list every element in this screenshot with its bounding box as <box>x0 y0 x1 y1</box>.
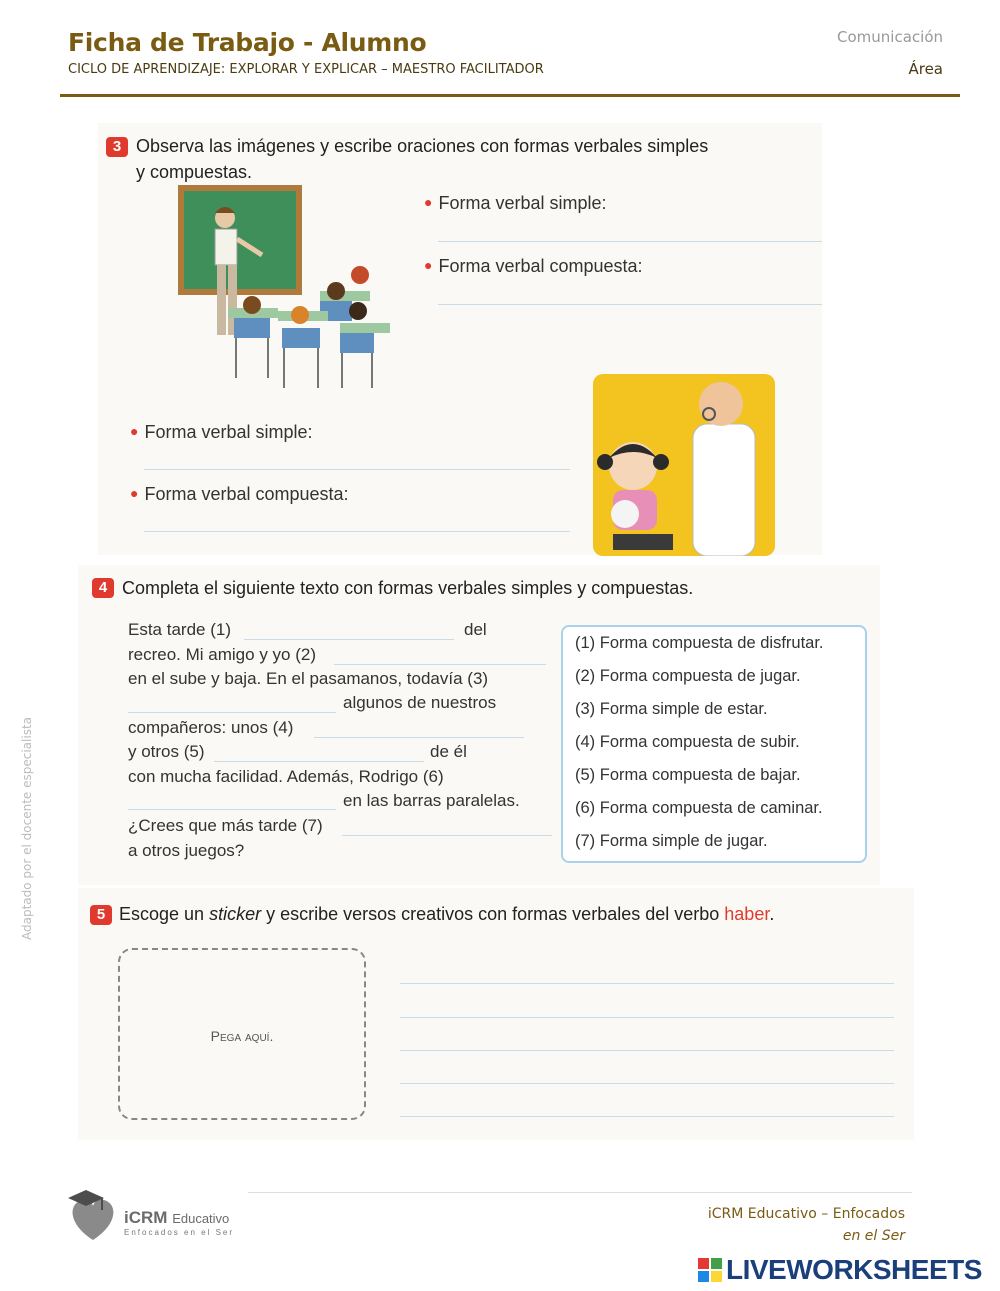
footer-text-2: en el Ser <box>842 1228 905 1244</box>
sticker-label: Pega aquí. <box>210 1028 274 1044</box>
footer-text-1: iCRM Educativo – Enfocados <box>707 1206 905 1222</box>
clue-item: (1) Forma compuesta de disfrutar. <box>575 634 824 652</box>
side-note: Adaptado por el docente especialista <box>20 716 34 940</box>
answer-line-2b[interactable] <box>144 531 570 532</box>
text-line: ¿Crees que más tarde (7) <box>128 816 323 835</box>
subject-label: Comunicación <box>837 28 943 46</box>
text-line: recreo. Mi amigo y yo (2) <box>128 645 316 664</box>
answer-line-2a[interactable] <box>144 469 570 470</box>
blank-3[interactable] <box>128 712 336 713</box>
liveworksheets-icon <box>698 1258 722 1282</box>
verse-line[interactable] <box>400 1050 894 1051</box>
exercise3-compound-label-2: ● Forma verbal compuesta: <box>130 484 349 504</box>
blank-4[interactable] <box>314 737 524 738</box>
text-line: del <box>464 620 487 639</box>
area-label: Área <box>908 60 943 78</box>
text-line: a otros juegos? <box>128 841 245 860</box>
icrm-logo-tagline: Enfocados en el Ser <box>124 1228 235 1237</box>
clue-item: (7) Forma simple de jugar. <box>575 832 768 850</box>
footer-divider <box>248 1192 912 1193</box>
page-subtitle: CICLO DE APRENDIZAJE: EXPLORAR Y EXPLICAR – MAESTRO FACILITADOR <box>68 62 544 77</box>
exercise5-number: 5 <box>90 905 112 925</box>
exercise3-simple-label-2: ● Forma verbal simple: <box>130 422 313 442</box>
text-line: en las barras paralelas. <box>343 791 520 810</box>
icrm-logo-icon <box>64 1188 122 1244</box>
blank-2[interactable] <box>334 664 546 665</box>
exercise3-instruction-line2: y compuestas. <box>136 162 253 182</box>
clue-item: (5) Forma compuesta de bajar. <box>575 766 801 784</box>
exercise3-number: 3 <box>106 137 128 157</box>
text-line: compañeros: unos (4) <box>128 718 294 737</box>
exercise3-simple-label-1: ● Forma verbal simple: <box>424 193 607 213</box>
blank-7[interactable] <box>342 835 552 836</box>
text-line: en el sube y baja. En el pasamanos, todavía (3) <box>128 669 489 688</box>
clue-item: (2) Forma compuesta de jugar. <box>575 667 801 685</box>
exercise3-instruction-line1: Observa las imágenes y escribe oraciones con formas verbales simples <box>136 136 709 156</box>
text-line: de él <box>430 742 467 761</box>
verse-line[interactable] <box>400 1017 894 1018</box>
text-line: con mucha facilidad. Además, Rodrigo (6) <box>128 767 444 786</box>
blank-5[interactable] <box>214 761 424 762</box>
doctor-girl-illustration <box>593 374 775 556</box>
answer-line-1b[interactable] <box>438 304 822 305</box>
clue-item: (4) Forma compuesta de subir. <box>575 733 800 751</box>
clues-box <box>561 625 867 863</box>
answer-line-1a[interactable] <box>438 241 822 242</box>
liveworksheets-watermark: LIVEWORKSHEETS <box>726 1254 982 1285</box>
exercise4-number: 4 <box>92 578 114 598</box>
blank-6[interactable] <box>128 809 336 810</box>
clue-item: (3) Forma simple de estar. <box>575 700 768 718</box>
header-divider <box>60 94 960 97</box>
verse-line[interactable] <box>400 1083 894 1084</box>
exercise3-instruction <box>136 133 708 185</box>
exercise4-instruction: Completa el siguiente texto con formas verbales simples y compuestas. <box>122 578 694 598</box>
exercise3-compound-label-1: ● Forma verbal compuesta: <box>424 256 643 276</box>
text-line: Esta tarde (1) <box>128 620 231 639</box>
text-line: algunos de nuestros <box>343 693 497 712</box>
sticker-drop-area[interactable] <box>118 948 366 1120</box>
classroom-illustration <box>170 183 405 398</box>
verse-line[interactable] <box>400 983 894 984</box>
page-title: Ficha de Trabajo - Alumno <box>68 28 427 57</box>
icrm-logo-text: iCRM Educativo <box>124 1208 230 1227</box>
clue-item: (6) Forma compuesta de caminar. <box>575 799 823 817</box>
verse-line[interactable] <box>400 1116 894 1117</box>
blank-1[interactable] <box>244 639 454 640</box>
exercise5-instruction: Escoge un sticker y escribe versos creativos con formas verbales del verbo haber. <box>119 904 775 924</box>
text-line: y otros (5) <box>128 742 205 761</box>
